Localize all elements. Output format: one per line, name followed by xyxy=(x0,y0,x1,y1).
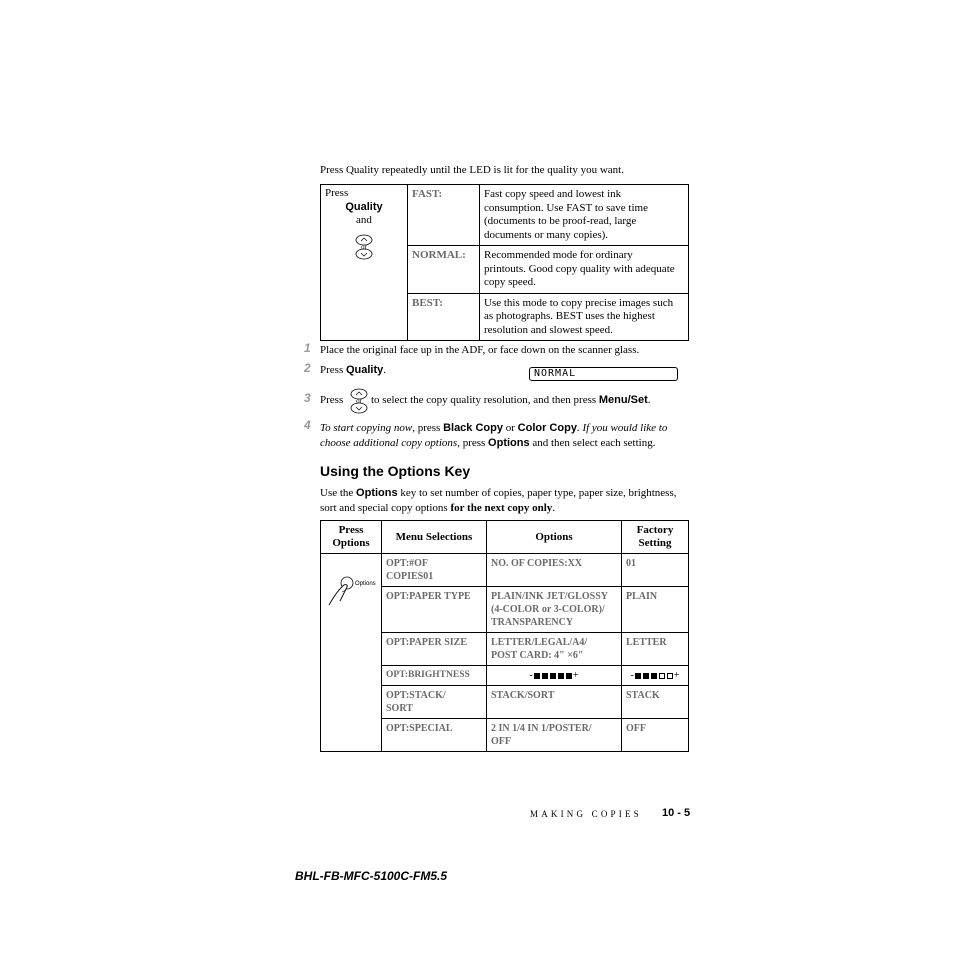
up-down-keys-icon xyxy=(325,234,403,265)
quality-key: Quality xyxy=(345,364,384,376)
opt-paper-size: LETTER/LEGAL/A4/ POST CARD: 4" ×6" xyxy=(487,633,622,666)
mode-normal: NORMAL: xyxy=(408,246,480,294)
header-factory-setting: Factory Setting xyxy=(622,521,689,554)
options-table xyxy=(320,520,689,752)
doc-id: BHL-FB-MFC-5100C-FM5.5 xyxy=(295,869,448,883)
factory-paper-size: LETTER xyxy=(622,633,689,666)
header-options: Options xyxy=(487,521,622,554)
step-2-text: Press Quality. xyxy=(320,364,387,376)
brightness-box xyxy=(566,673,572,679)
lcd-display: NORMAL xyxy=(529,367,678,381)
up-down-keys-icon xyxy=(349,388,369,419)
black-copy-key: Black Copy xyxy=(443,422,503,434)
brightness-scale-factory xyxy=(634,670,674,681)
step-4-number: 4 xyxy=(304,418,311,432)
brightness-scale-options xyxy=(533,670,573,681)
menu-paper-size: OPT:PAPER SIZE xyxy=(382,633,487,666)
opt-stack-sort: STACK/SORT xyxy=(487,686,622,719)
menu-special: OPT:SPECIAL xyxy=(382,719,487,752)
brightness-box xyxy=(558,673,564,679)
header-press-options: Press Options xyxy=(321,521,382,554)
step-4-text: To start copying now, press Black Copy or Color Copy. If you would like to choose additional copy options, press Options and then select each setting. xyxy=(320,422,668,449)
opt-copies: NO. OF COPIES:XX xyxy=(487,554,622,587)
menu-copies: OPT:#OF COPIES01 xyxy=(382,554,487,587)
brightness-box xyxy=(542,673,548,679)
step-2-number: 2 xyxy=(304,361,311,375)
brightness-box xyxy=(635,673,641,679)
svg-text:Options: Options xyxy=(355,581,376,587)
opt-brightness: - + xyxy=(487,666,622,686)
factory-paper-type: PLAIN xyxy=(622,587,689,633)
step-3-text-rest: to select the copy quality resolution, and then press Menu/Set. xyxy=(371,394,651,406)
svg-text:or: or xyxy=(356,397,362,405)
color-copy-key: Color Copy xyxy=(517,422,577,434)
press-quality-cell xyxy=(321,185,408,341)
step-1-number: 1 xyxy=(304,341,311,355)
brightness-box xyxy=(667,673,673,679)
and-label: and xyxy=(356,214,372,226)
mode-best: BEST: xyxy=(408,293,480,341)
menu-brightness: OPT:BRIGHTNESS xyxy=(382,666,487,686)
brightness-box xyxy=(643,673,649,679)
mode-normal-desc: Recommended mode for ordinary printouts. Good copy quality with adequate copy speed. xyxy=(480,246,689,294)
menu-paper-type: OPT:PAPER TYPE xyxy=(382,587,487,633)
options-key-icon-cell xyxy=(321,554,382,752)
opt-paper-type: PLAIN/INK JET/GLOSSY (4-COLOR or 3-COLOR)/ TRANSPARENCY xyxy=(487,587,622,633)
page-number: 10 - 5 xyxy=(662,807,691,819)
footer-section: MAKING COPIES xyxy=(530,809,642,819)
factory-stack-sort: STACK xyxy=(622,686,689,719)
step-1-text: Place the original face up in the ADF, or face down on the scanner glass. xyxy=(320,344,640,356)
menu-set-key: Menu/Set xyxy=(598,394,648,406)
options-key-icon xyxy=(325,574,377,608)
or-label: or xyxy=(361,242,367,251)
mode-best-desc: Use this mode to copy precise images such as photographs. BEST uses the highest resolution and slowest speed. xyxy=(480,293,689,341)
table-row xyxy=(321,554,689,587)
brightness-box xyxy=(550,673,556,679)
brightness-box xyxy=(651,673,657,679)
quality-key-label: Quality xyxy=(345,200,383,213)
brightness-box xyxy=(534,673,540,679)
quality-table xyxy=(320,184,689,341)
menu-stack-sort: OPT:STACK/ SORT xyxy=(382,686,487,719)
step-3-number: 3 xyxy=(304,391,311,405)
options-paragraph: Use the Options key to set number of copies, paper type, paper size, brightness, sort and special copy options for the next copy only. xyxy=(320,487,677,514)
section-heading: Using the Options Key xyxy=(320,463,471,479)
factory-copies: 01 xyxy=(622,554,689,587)
factory-brightness: - + xyxy=(622,666,689,686)
press-label: Press xyxy=(325,187,349,199)
header-menu-selections: Menu Selections xyxy=(382,521,487,554)
options-key: Options xyxy=(488,436,530,449)
mode-fast-desc: Fast copy speed and lowest ink consumption. Use FAST to save time (documents to be proof-read, large documents or many copies). xyxy=(480,185,689,246)
step-3-text: Press xyxy=(320,394,344,406)
factory-special: OFF xyxy=(622,719,689,752)
mode-fast: FAST: xyxy=(408,185,480,246)
intro-text: Press Quality repeatedly until the LED is lit for the quality you want. xyxy=(320,164,624,176)
opt-special: 2 IN 1/4 IN 1/POSTER/ OFF xyxy=(487,719,622,752)
brightness-box xyxy=(659,673,665,679)
